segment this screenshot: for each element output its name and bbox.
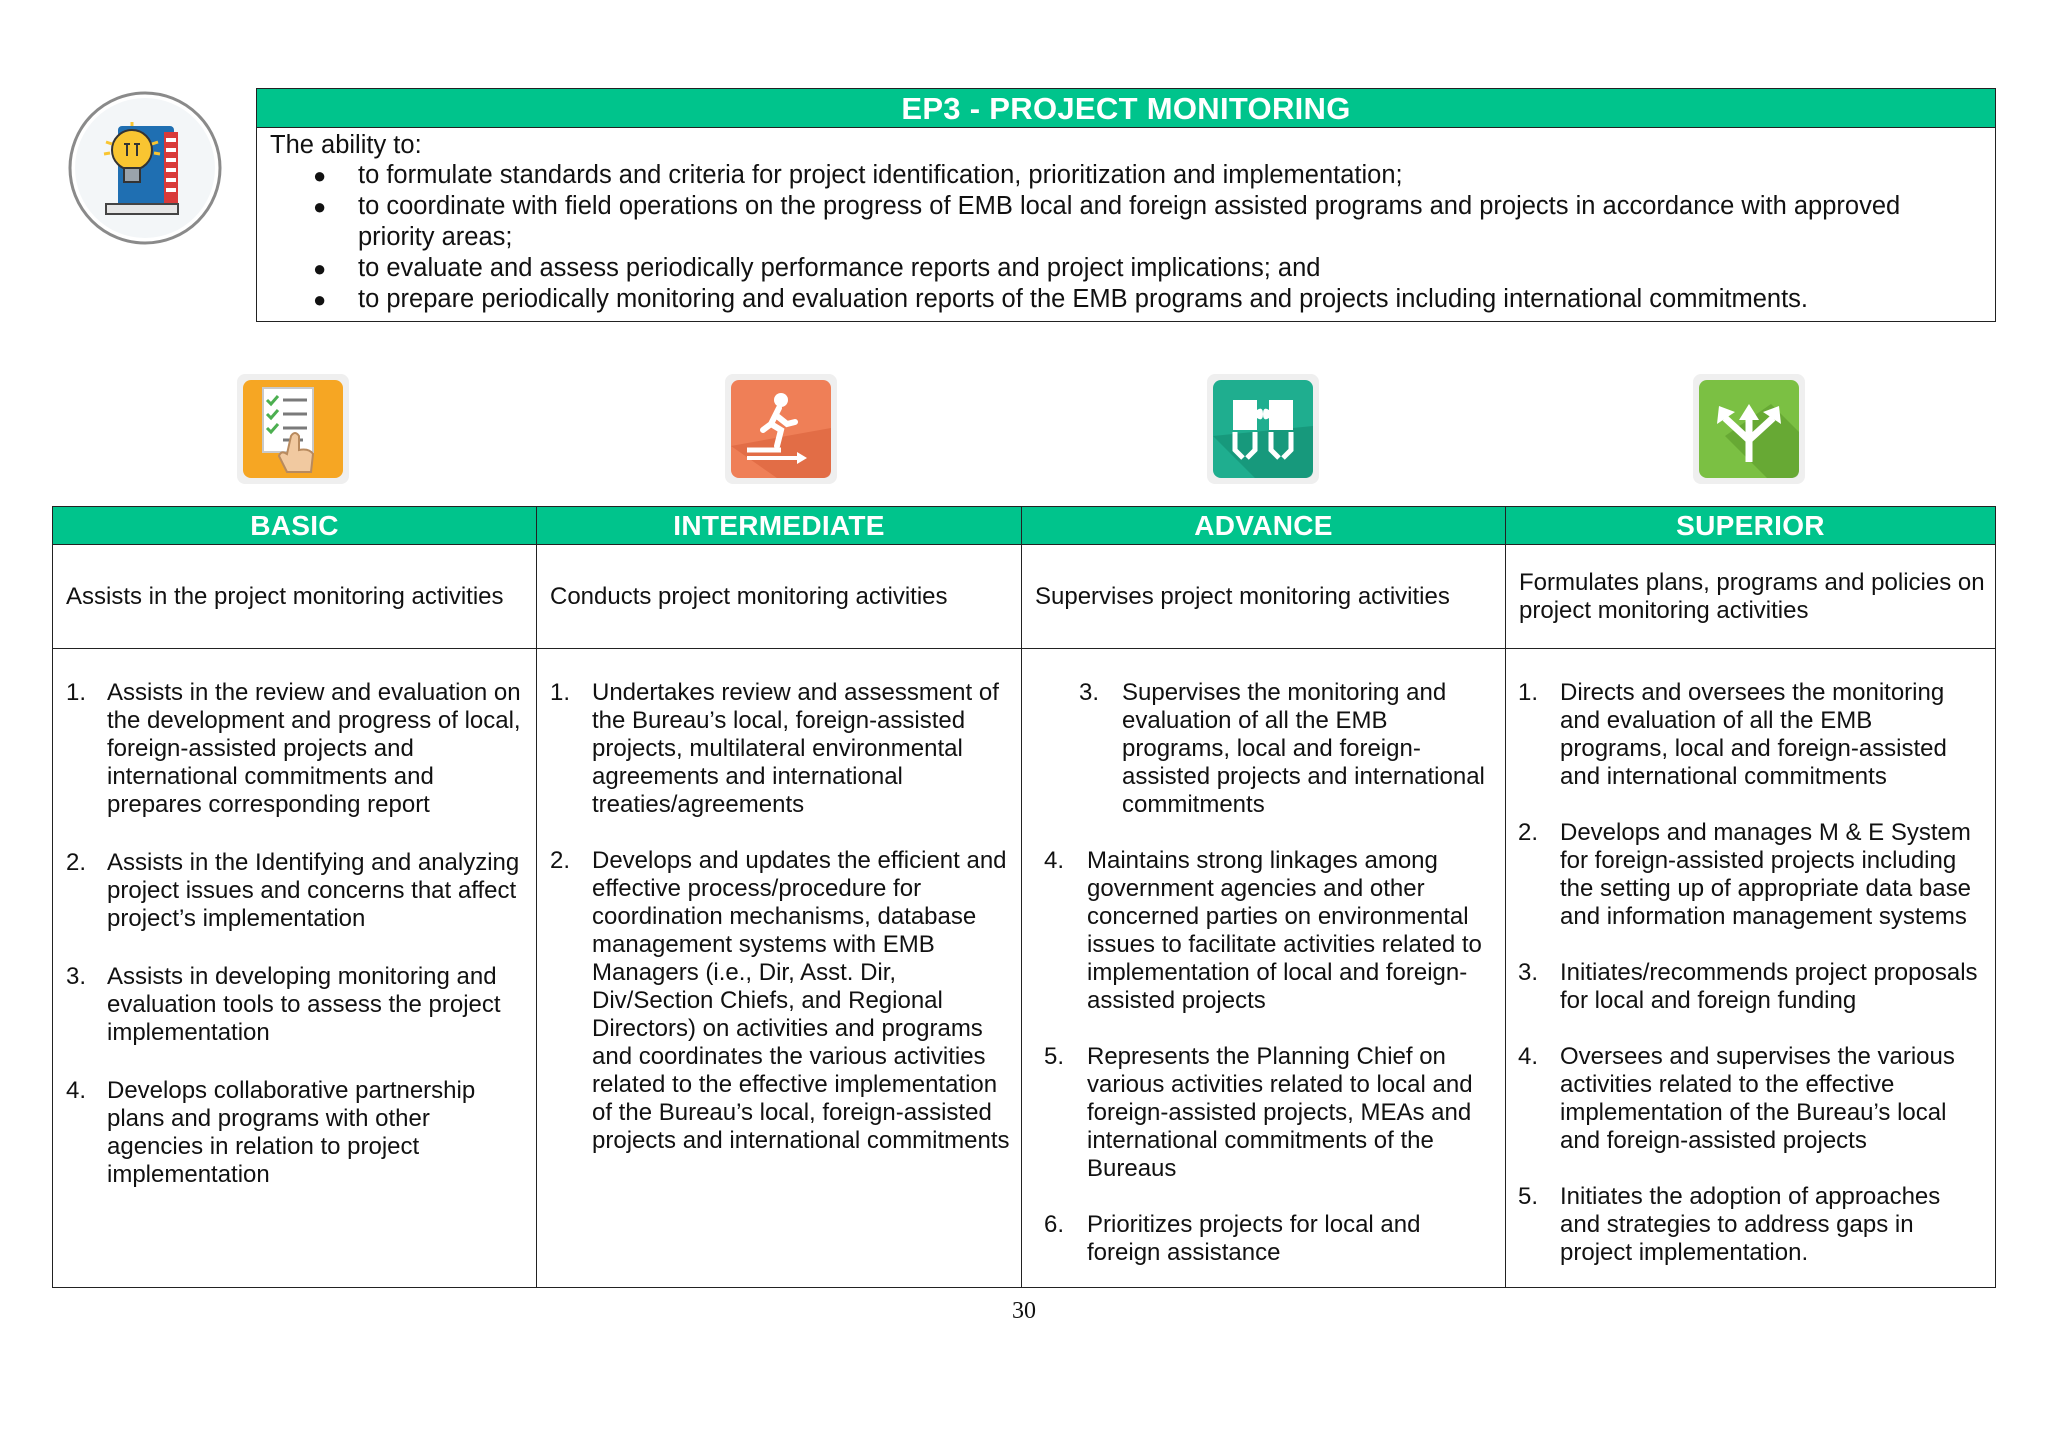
ability-list xyxy=(257,160,1995,315)
indicator-list xyxy=(1022,649,1505,1267)
level-column-basic xyxy=(53,507,536,1287)
ability-item: ● to coordinate with field operations on the progress of EMB local and foreign assisted programs and projects in accordance with approved priority areas; xyxy=(313,192,1901,251)
branching-arrows-icon xyxy=(1685,366,1813,492)
indicator-item: 5. Represents the Planning Chief on various activities related to local and foreign-assisted projects, MEAs and international commitments of the Bureaus xyxy=(1044,1043,1473,1182)
lightbulb-book-icon xyxy=(66,90,224,246)
level-summary: Conducts project monitoring activities xyxy=(537,545,1021,649)
level-header: ADVANCE xyxy=(1022,507,1505,545)
indicator-item: 3. Supervises the monitoring and evaluation of all the EMB programs, local and foreign-assisted projects and international commitments xyxy=(1079,679,1485,818)
level-summary: Formulates plans, programs and policies on project monitoring activities xyxy=(1506,545,1995,649)
level-summary: Supervises project monitoring activities xyxy=(1022,545,1505,649)
ability-item: ● to prepare periodically monitoring and evaluation reports of the EMB programs and projects including international commitments. xyxy=(313,285,1809,313)
level-header: INTERMEDIATE xyxy=(537,507,1021,545)
level-column-advance xyxy=(1021,507,1505,1287)
puzzle-hands-icon xyxy=(1199,366,1327,492)
checklist-hand-icon xyxy=(229,366,357,492)
competency-level-table xyxy=(52,506,1996,1288)
indicator-item: 1. Undertakes review and assessment of the Bureau’s local, foreign-assisted projects, multilateral environmental agreements and international treaties/agreements xyxy=(550,679,999,818)
ability-item: ● to formulate standards and criteria for project identification, prioritization and implementation; xyxy=(313,161,1403,189)
indicator-item: 2. Develops and updates the efficient and effective process/procedure for coordination mechanisms, database management systems with EMB Managers (i.e., Dir, Asst. Dir, Div/Section Chiefs, and Regional Directors) on activities and programs and coordinates the various activities related to the effective implementation of the Bureau’s local, foreign-assisted projects and international commitments xyxy=(550,847,1010,1154)
level-header: BASIC xyxy=(53,507,536,545)
indicator-item: 5. Initiates the adoption of approaches and strategies to address gaps in project implementation. xyxy=(1518,1183,1941,1266)
indicator-item: 1. Assists in the review and evaluation on the development and progress of local, foreign-assisted projects and international commitments and prepares corresponding report xyxy=(66,679,521,818)
level-column-superior xyxy=(1505,507,1995,1287)
competency-title: EP3 - PROJECT MONITORING xyxy=(257,89,1995,128)
indicator-list xyxy=(1506,649,1995,1267)
indicator-item: 1. Directs and oversees the monitoring and evaluation of all the EMB programs, local and foreign-assisted and international commitments xyxy=(1518,679,1947,790)
indicator-list xyxy=(53,649,536,1189)
level-header: SUPERIOR xyxy=(1506,507,1995,545)
indicator-item: 4. Oversees and supervises the various activities related to the effective implementation of the Bureau’s local and foreign-assisted projects xyxy=(1518,1043,1955,1154)
indicator-item: 3. Initiates/recommends project proposals for local and foreign funding xyxy=(1518,959,1978,1014)
ability-item: ● to evaluate and assess periodically performance reports and project implications; and xyxy=(313,254,1321,282)
indicator-list xyxy=(537,649,1021,1155)
indicator-item: 2. Assists in the Identifying and analyzing project issues and concerns that affect project’s implementation xyxy=(66,849,520,932)
page-number: 30 xyxy=(1012,1298,1036,1324)
indicator-item: 2. Develops and manages M & E System for foreign-assisted projects including the setting up of appropriate data base and information management systems xyxy=(1518,819,1971,930)
indicator-item: 4. Maintains strong linkages among government agencies and other concerned parties on environmental issues to facilitate activities related to implementation of local and foreign-assisted projects xyxy=(1044,847,1482,1014)
walking-person-arrow-icon xyxy=(717,366,845,492)
level-summary: Assists in the project monitoring activities xyxy=(53,545,536,649)
indicator-item: 4. Develops collaborative partnership plans and programs with other agencies in relation to project implementation xyxy=(66,1077,476,1188)
indicator-item: 6. Prioritizes projects for local and foreign assistance xyxy=(1044,1211,1421,1266)
level-column-intermediate xyxy=(536,507,1021,1287)
competency-definition-box xyxy=(256,88,1996,322)
ability-intro: The ability to: xyxy=(270,131,422,159)
indicator-item: 3. Assists in developing monitoring and evaluation tools to assess the project implementation xyxy=(66,963,501,1046)
